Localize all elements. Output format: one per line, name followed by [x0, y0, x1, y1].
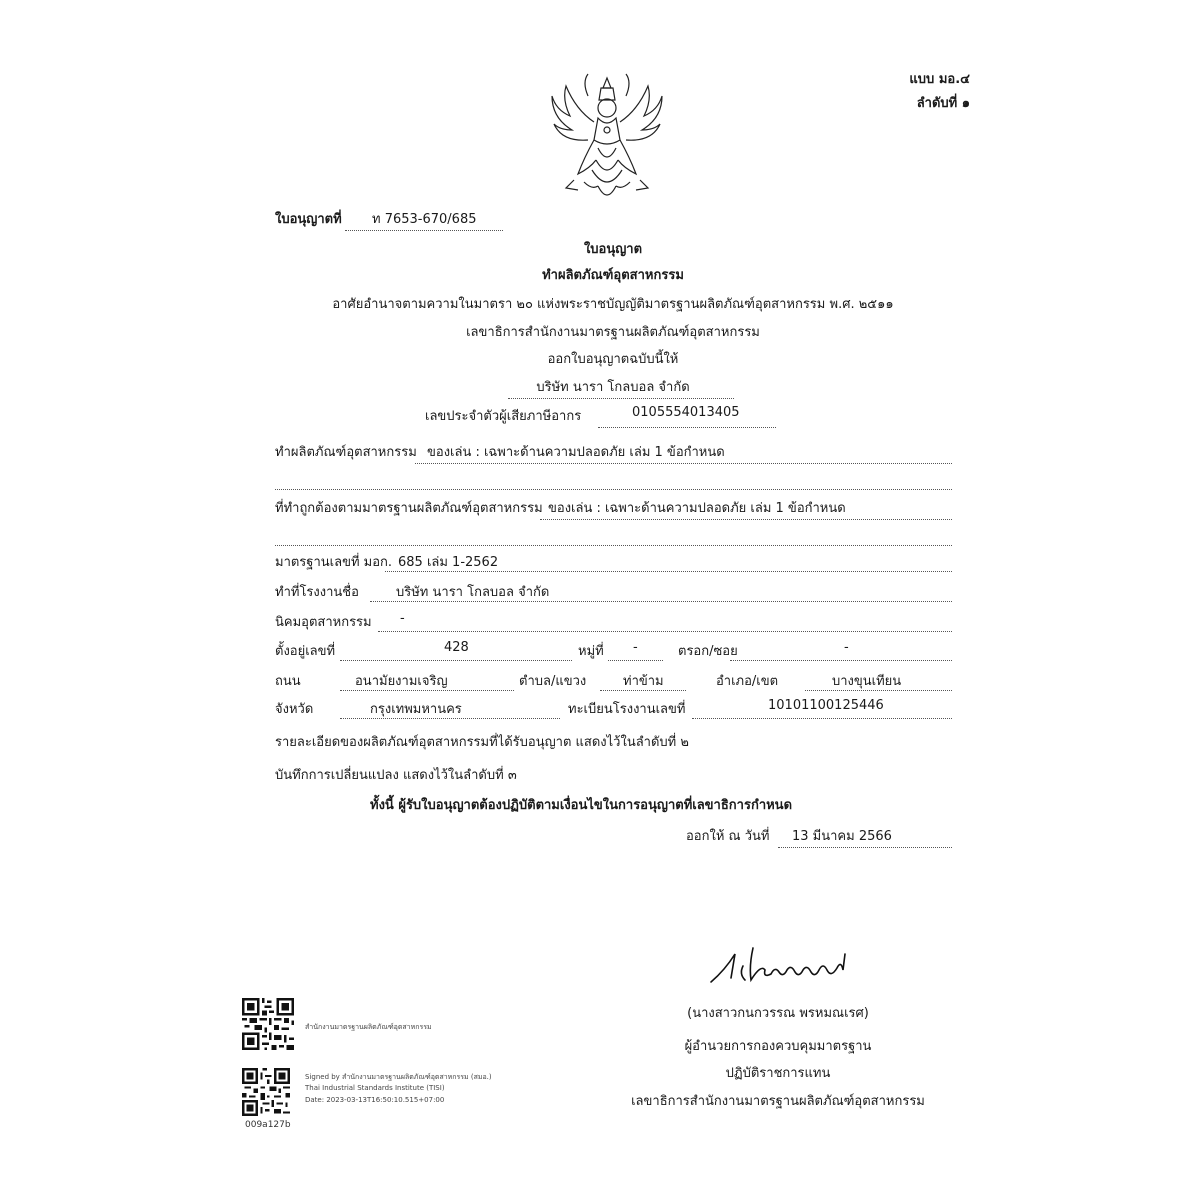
document-code: 009a127b: [245, 1120, 291, 1130]
institute-name: Thai Industrial Standards Institute (TISI): [305, 1084, 445, 1092]
product-label: ทำผลิตภัณฑ์อุตสาหกรรม: [275, 445, 417, 460]
road-value: อนามัยงามเจริญ: [355, 674, 448, 689]
signer-position-1: ผู้อำนวยการกองควบคุมมาตรฐาน: [684, 1039, 872, 1054]
document-title: ใบอนุญาต: [583, 242, 643, 257]
address-value: 428: [444, 640, 469, 655]
signature-qr-code-icon: [242, 1068, 290, 1116]
province-line: [340, 718, 560, 719]
moo-label: หมู่ที่: [578, 644, 604, 659]
estate-value: -: [400, 611, 405, 626]
province-label: จังหวัด: [275, 702, 314, 717]
order-label: ลำดับที่ ๑: [916, 96, 970, 111]
details-line: รายละเอียดของผลิตภัณฑ์อุตสาหกรรมที่ได้รับอนุญาต แสดงไว้ในลำดับที่ ๒: [275, 735, 689, 750]
qr-code-icon: [242, 998, 294, 1050]
district-line: [805, 690, 952, 691]
authority-line: อาศัยอำนาจตามความในมาตรา ๒๐ แห่งพระราชบัญญัติมาตรฐานผลิตภัณฑ์อุตสาหกรรม พ.ศ. ๒๕๑๑: [332, 297, 894, 312]
factory-value: บริษัท นารา โกลบอล จำกัด: [396, 585, 550, 600]
signer-name: (นางสาวกนกวรรณ พรหมณเรศ): [687, 1006, 869, 1021]
factory-label: ทำที่โรงงานชื่อ: [275, 585, 359, 600]
license-number-value: ท 7653-670/685: [372, 212, 477, 227]
factory-reg-value: 10101100125446: [768, 698, 884, 713]
address-line: [340, 660, 572, 661]
licensee-line: [508, 398, 734, 399]
moo-line: [608, 660, 663, 661]
signer-position-2: ปฏิบัติราชการแทน: [725, 1066, 831, 1081]
product-value: ของเล่น : เฉพาะด้านความปลอดภัย เล่ม 1 ข้อกำหนด: [427, 445, 725, 460]
factory-line: [370, 601, 952, 602]
tax-id-label: เลขประจำตัวผู้เสียภาษีอากร: [425, 409, 582, 424]
factory-reg-line: [692, 718, 952, 719]
subdistrict-label: ตำบล/แขวง: [519, 674, 587, 689]
issuer-line: เลขาธิการสำนักงานมาตรฐานผลิตภัณฑ์อุตสาหกรรม: [466, 325, 760, 340]
subdistrict-value: ท่าข้าม: [623, 674, 664, 689]
issue-date-line: [778, 847, 952, 848]
signed-date: Date: 2023-03-13T16:50:10.515+07:00: [305, 1096, 445, 1104]
changes-line: บันทึกการเปลี่ยนแปลง แสดงไว้ในลำดับที่ ๓: [275, 768, 517, 783]
signer-position-3: เลขาธิการสำนักงานมาตรฐานผลิตภัณฑ์อุตสาหกรรม: [631, 1094, 925, 1109]
soi-line: [730, 660, 952, 661]
factory-reg-label: ทะเบียนโรงงานเลขที่: [568, 702, 686, 717]
standard-conform-label: ที่ทำถูกต้องตามมาตรฐานผลิตภัณฑ์อุตสาหกรรม: [275, 501, 543, 516]
subdistrict-line: [600, 690, 686, 691]
product-line-1: [415, 463, 952, 464]
standard-no-line: [385, 571, 952, 572]
estate-line: [378, 631, 952, 632]
soi-label: ตรอก/ซอย: [678, 644, 738, 659]
handwritten-signature: [705, 940, 855, 988]
standard-conform-line-2: [275, 545, 952, 546]
province-value: กรุงเทพมหานคร: [370, 702, 462, 717]
road-line: [340, 690, 514, 691]
license-number-label: ใบอนุญาตที่: [275, 212, 342, 227]
standard-no-value: 685 เล่ม 1-2562: [398, 555, 499, 570]
issue-date-value: 13 มีนาคม 2566: [792, 829, 892, 844]
issue-line: ออกใบอนุญาตฉบับนี้ให้: [547, 352, 679, 367]
license-number-line: [345, 230, 503, 231]
standard-conform-value: ของเล่น : เฉพาะด้านความปลอดภัย เล่ม 1 ข้อกำหนด: [548, 501, 846, 516]
qr1-caption: สำนักงานมาตรฐานผลิตภัณฑ์อุตสาหกรรม: [305, 1023, 432, 1031]
form-label: แบบ มอ.๔: [909, 72, 970, 87]
soi-value: -: [844, 640, 849, 655]
garuda-emblem-icon: [548, 70, 666, 210]
tax-id-value: 0105554013405: [632, 405, 740, 420]
issue-date-label: ออกให้ ณ วันที่: [686, 829, 770, 844]
signed-by: Signed by สำนักงานมาตรฐานผลิตภัณฑ์อุตสาหกรรม (สมอ.): [305, 1073, 492, 1081]
licensee-name: บริษัท นารา โกลบอล จำกัด: [536, 380, 690, 395]
document-subtitle: ทำผลิตภัณฑ์อุตสาหกรรม: [542, 268, 684, 283]
tax-id-line: [598, 427, 776, 428]
road-label: ถนน: [275, 674, 301, 689]
district-value: บางขุนเทียน: [832, 674, 902, 689]
address-label: ตั้งอยู่เลขที่: [275, 644, 336, 659]
moo-value: -: [633, 640, 638, 655]
product-line-2: [275, 489, 952, 490]
condition-line: ทั้งนี้ ผู้รับใบอนุญาตต้องปฏิบัติตามเงื่อนไขในการอนุญาตที่เลขาธิการกำหนด: [370, 798, 793, 813]
standard-no-label: มาตรฐานเลขที่ มอก.: [275, 555, 393, 570]
estate-label: นิคมอุตสาหกรรม: [275, 615, 372, 630]
standard-conform-line-1: [540, 519, 952, 520]
district-label: อำเภอ/เขต: [716, 674, 779, 689]
